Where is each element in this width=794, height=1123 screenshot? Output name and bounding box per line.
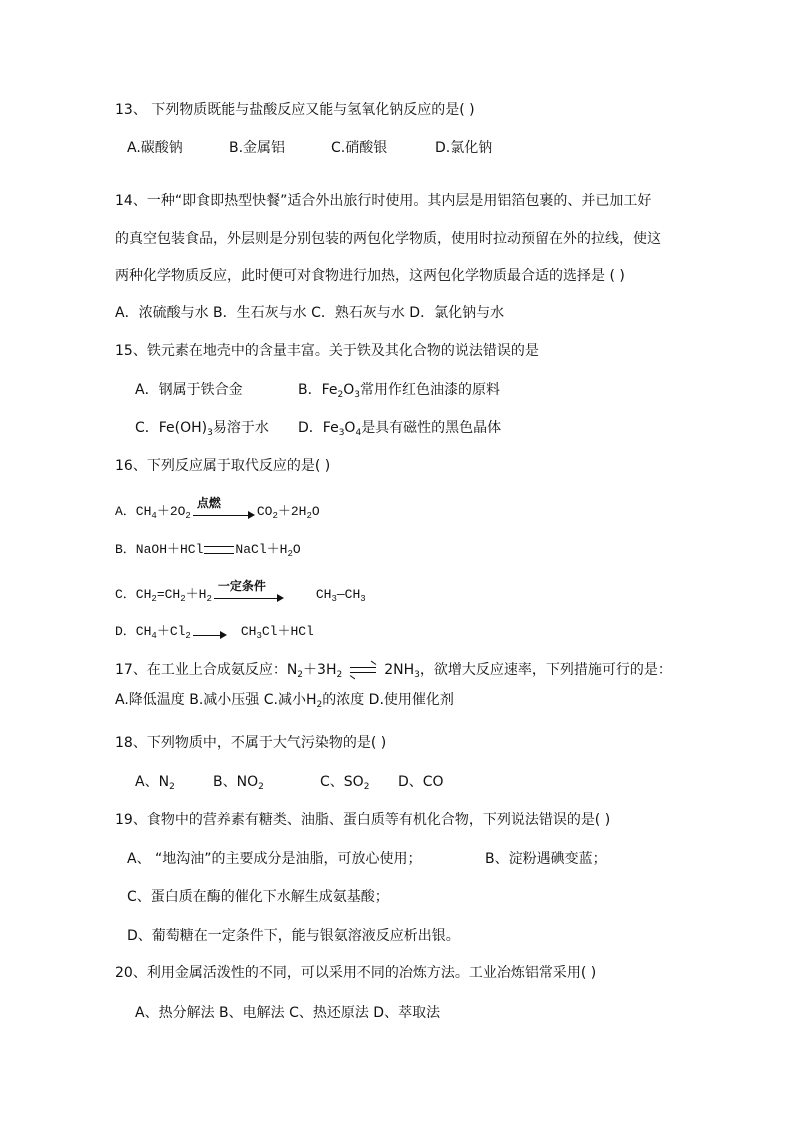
question-19-option-c: C、蛋白质在酶的催化下水解生成氨基酸； [127, 889, 389, 905]
subscript: 3 [331, 594, 337, 604]
subscript: 4 [151, 511, 157, 521]
question-14-line-3: 两种化学物质反应，此时便可对食物进行加热，这两包化学物质最合适的选择是 ( ) [115, 268, 625, 284]
question-19-options-ab [127, 849, 607, 869]
subscript: 2 [185, 511, 191, 521]
reaction-arrow [214, 578, 284, 601]
stem-text: ，欲增大反应速率，下列措施可行的是： [419, 662, 672, 678]
question-16-option-d [115, 622, 314, 642]
option-c-text: C、SO [320, 774, 364, 790]
subscript: 3 [354, 390, 361, 400]
option-a: A.碳酸钠 [127, 140, 183, 156]
subscript: 2 [297, 670, 304, 680]
option-c-text: C．Fe(OH) [135, 420, 208, 436]
subscript: 2 [258, 782, 264, 792]
option-a-text: A、N [135, 774, 170, 790]
formula-text: —CH [336, 587, 361, 602]
option-b-text: B、NO [213, 774, 259, 790]
formula-text: ＋2H [277, 504, 307, 519]
subscript: 2 [306, 511, 312, 521]
formula-text: O [292, 542, 301, 557]
question-17-stem [115, 660, 672, 680]
option-b [298, 380, 500, 400]
subscript: 2 [206, 594, 212, 604]
subscript: 2 [272, 511, 278, 521]
option-c [320, 772, 398, 792]
stem-text: 2NH [384, 662, 415, 678]
question-18-stem: 18、下列物质中，不属于大气污染物的是( ) [115, 735, 387, 751]
formula-text: ＋2O [156, 504, 186, 519]
subscript: 2 [185, 631, 191, 641]
subscript: 2 [151, 594, 157, 604]
question-13-options [127, 138, 492, 158]
question-17-options [115, 690, 454, 710]
formula-text: CH [315, 587, 332, 602]
equilibrium-arrow [350, 665, 376, 675]
option-d-text: 是具有磁性的黑色晶体 [361, 420, 502, 436]
subscript: 3 [338, 428, 345, 438]
formula-text: C．CH [115, 587, 152, 602]
formula-text: CH [240, 624, 257, 639]
question-16-option-c [115, 578, 366, 605]
reaction-condition: 点燃 [196, 495, 221, 510]
formula-text: O [311, 504, 320, 519]
formula-text: CO [256, 504, 273, 519]
stem-text: 17、在工业上合成氨反应：N [115, 662, 298, 678]
subscript: 2 [287, 549, 293, 559]
formula-text: ＋H [185, 587, 207, 602]
option-d: D.氯化钠 [435, 140, 493, 156]
options-text: 的浓度 D.使用催化剂 [322, 692, 454, 708]
formula-text: A．CH [115, 504, 152, 519]
equals-sign [204, 546, 234, 554]
question-20-options: A、热分解法 B、电解法 C、热还原法 D、萃取法 [135, 1005, 441, 1021]
option-a: A、 “地沟油”的主要成分是油脂，可放心使用； [127, 851, 422, 867]
option-b-text: O [343, 382, 355, 398]
option-b: B、淀粉遇碘变蓝； [485, 851, 607, 867]
subscript: 2 [169, 782, 175, 792]
question-16-option-a [115, 495, 320, 522]
reaction-arrow [193, 626, 227, 638]
subscript: 2 [316, 700, 323, 710]
question-14-options: A．浓硫酸与水 B．生石灰与水 C．熟石灰与水 D．氯化钠与水 [115, 305, 505, 321]
subscript: 2 [336, 670, 343, 680]
option-b [213, 772, 320, 792]
question-15-stem: 15、铁元素在地壳中的含量丰富。关于铁及其化合物的说法错误的是 [115, 343, 539, 359]
question-16-option-b [115, 540, 301, 560]
question-20-stem: 20、利用金属活泼性的不同，可以采用不同的冶炼方法。工业冶炼铝常采用( ) [115, 965, 597, 981]
subscript: 2 [363, 782, 370, 792]
formula-text: B．NaOH＋HCl [115, 542, 204, 557]
option-d: D、CO [398, 774, 444, 790]
option-d-text: O [344, 420, 356, 436]
option-d [298, 418, 501, 438]
question-15-options-cd [135, 418, 501, 438]
option-b-text: B．Fe [298, 382, 338, 398]
subscript: 4 [355, 428, 362, 438]
question-19-stem: 19、食物中的营养素有糖类、油脂、蛋白质等有机化合物，下列说法错误的是( ) [115, 812, 611, 828]
reaction-arrow [193, 495, 255, 518]
option-c: C.硝酸银 [331, 140, 388, 156]
formula-text: D．CH [115, 624, 152, 639]
reaction-condition: 一定条件 [217, 578, 266, 593]
option-d-text: D．Fe [298, 420, 339, 436]
question-16-stem: 16、下列反应属于取代反应的是( ) [115, 458, 331, 474]
formula-text: ＋Cl [156, 624, 186, 639]
question-15-options-ab [135, 380, 500, 400]
subscript: 3 [207, 428, 213, 438]
option-a [135, 772, 213, 792]
question-19-option-d: D、葡萄糖在一定条件下，能与银氨溶液反应析出银。 [127, 928, 460, 944]
options-text: A.降低温度 B.减小压强 C.减小H [115, 692, 317, 708]
stem-text: ＋3H [303, 662, 337, 678]
option-b: B.金属铝 [229, 140, 286, 156]
question-18-options [135, 772, 444, 792]
option-c [135, 418, 298, 438]
option-a: A．钢属于铁合金 [135, 382, 243, 398]
subscript: 3 [360, 594, 366, 604]
question-14-line-1: 14、一种“即食即热型快餐”适合外出旅行时使用。其内层是用铝箔包裹的、并已加工好 [115, 193, 652, 209]
formula-text: Cl＋HCl [261, 624, 314, 639]
formula-text: NaCl＋H [235, 542, 288, 557]
option-c-text: 易溶于水 [212, 420, 269, 436]
subscript: 3 [414, 670, 420, 680]
question-13-stem: 13、 下列物质既能与盐酸反应又能与氢氧化钠反应的是( ) [115, 102, 475, 118]
subscript: 3 [256, 631, 262, 641]
formula-text: =CH [156, 587, 181, 602]
subscript: 2 [180, 594, 186, 604]
option-b-text: 常用作红色油漆的原料 [360, 382, 501, 398]
subscript: 2 [337, 390, 344, 400]
question-14-line-2: 的真空包装食品，外层则是分别包装的两包化学物质，使用时拉动预留在外的拉线，使这 [115, 231, 661, 247]
subscript: 4 [151, 631, 157, 641]
